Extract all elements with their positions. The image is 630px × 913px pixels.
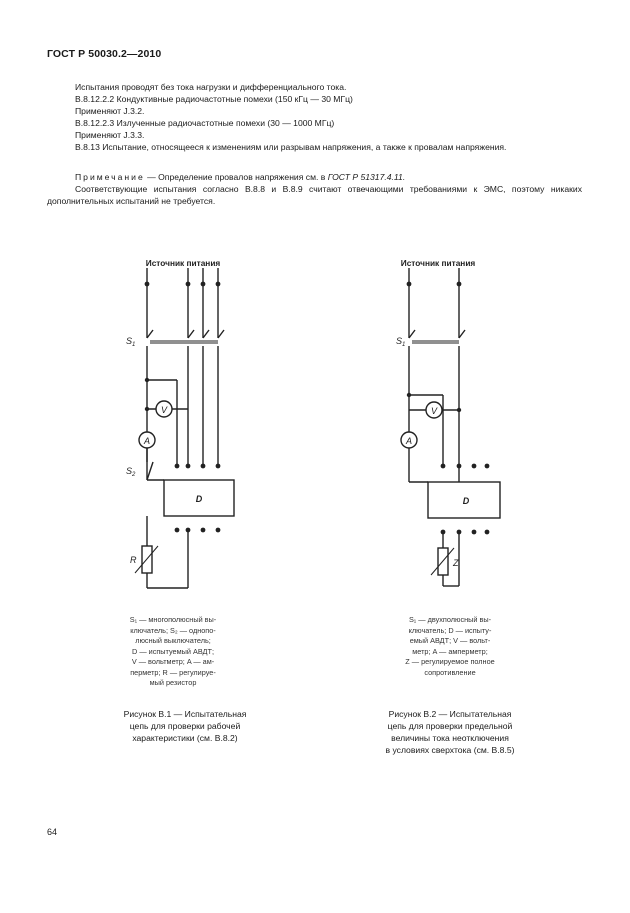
circuit-b2 (380, 250, 540, 600)
legend-line: емый АВДТ; V — вольт- (409, 636, 491, 645)
legend-line: люсный выключатель; (135, 636, 211, 645)
figure-b1-caption (100, 708, 270, 744)
caption-line: Рисунок B.2 — Испытательная (388, 709, 512, 719)
paragraph: Применяют J.3.2. (75, 106, 145, 116)
paragraph: Испытания проводят без тока нагрузки и дифференциального тока. (75, 82, 347, 92)
paragraph: B.8.12.2.2 Кондуктивные радиочастотные помехи (150 кГц — 30 МГц) (75, 94, 353, 104)
legend-line: ключатель; D — испыту- (408, 625, 492, 635)
note-label: Примечание (75, 172, 145, 182)
caption-line: цепь для проверки рабочей (129, 721, 241, 731)
body-text (75, 81, 582, 141)
paragraph-b813: B.8.13 Испытание, относящееся к изменениям или разрывам напряжения, а также к провалам напряжения. (75, 142, 507, 152)
legend-line: метр; A — амперметр; (412, 646, 488, 656)
ammeter-label: A (405, 436, 413, 446)
figure-b1-diagram (110, 250, 270, 600)
paragraph: B.8.12.2.3 Излученные радиочастотные помехи (30 — 1000 МГц) (75, 118, 335, 128)
legend-line: мый резистор (149, 678, 197, 687)
legend-line: ключатель; S₂ — однопо- (130, 625, 216, 635)
caption-line: Рисунок B.1 — Испытательная (123, 709, 247, 719)
document-header: ГОСТ Р 50030.2—2010 (47, 48, 162, 60)
switch-s1-label: $S_1$ (126, 336, 136, 348)
note-text: — Определение провалов напряжения см. в (144, 172, 328, 182)
figure-b2-caption (365, 708, 535, 756)
legend-line: V — вольтметр; A — ам- (131, 657, 215, 666)
legend-line: сопротивление (424, 667, 476, 677)
caption-line: характеристики (см. B.8.2) (132, 733, 238, 743)
note (75, 171, 582, 183)
legend-line: S₁ — двухполюсный вы- (408, 615, 492, 624)
caption-line: цепь для проверки предельной (387, 721, 513, 731)
page-number: 64 (47, 827, 58, 837)
paragraph: Применяют J.3.3. (75, 130, 145, 140)
device-label: D (462, 496, 470, 506)
legend-line: D — испытуемый АВДТ; (132, 646, 214, 656)
voltmeter-label: V (430, 406, 438, 416)
switch-s1-label: $S_1$ (396, 336, 406, 348)
paragraph-conclusion: Соответствующие испытания согласно B.8.8 и B.8.9 считают отвечающими требованиями к ЭМС, поэтому никаких дополнительных испытаний не требуется. (47, 184, 582, 206)
circuit-b1 (110, 250, 270, 600)
source-label: Источник питания (400, 258, 476, 268)
figure-b1-legend (110, 615, 236, 689)
source-label: Источник питания (145, 258, 221, 268)
ammeter-label: A (143, 436, 151, 446)
legend-line: Z — регулируемое полное (405, 657, 495, 666)
impedance-label: Z (453, 558, 459, 568)
note-reference: ГОСТ Р 51317.4.11. (327, 172, 406, 182)
caption-line: в условиях сверхтока (см. B.8.5) (385, 745, 515, 755)
switch-s2-label: $S_2$ (126, 466, 136, 478)
caption-line: величины тока неотключения (391, 733, 509, 743)
voltmeter-label: V (160, 405, 168, 415)
figure-b2-diagram (380, 250, 540, 600)
legend-line: S₁ — многополюсный вы- (129, 615, 217, 624)
figure-b2-legend (395, 615, 505, 678)
device-label: D (195, 494, 203, 504)
resistor-label: R (130, 555, 137, 565)
legend-line: перметр; R — регулируе- (130, 667, 216, 677)
